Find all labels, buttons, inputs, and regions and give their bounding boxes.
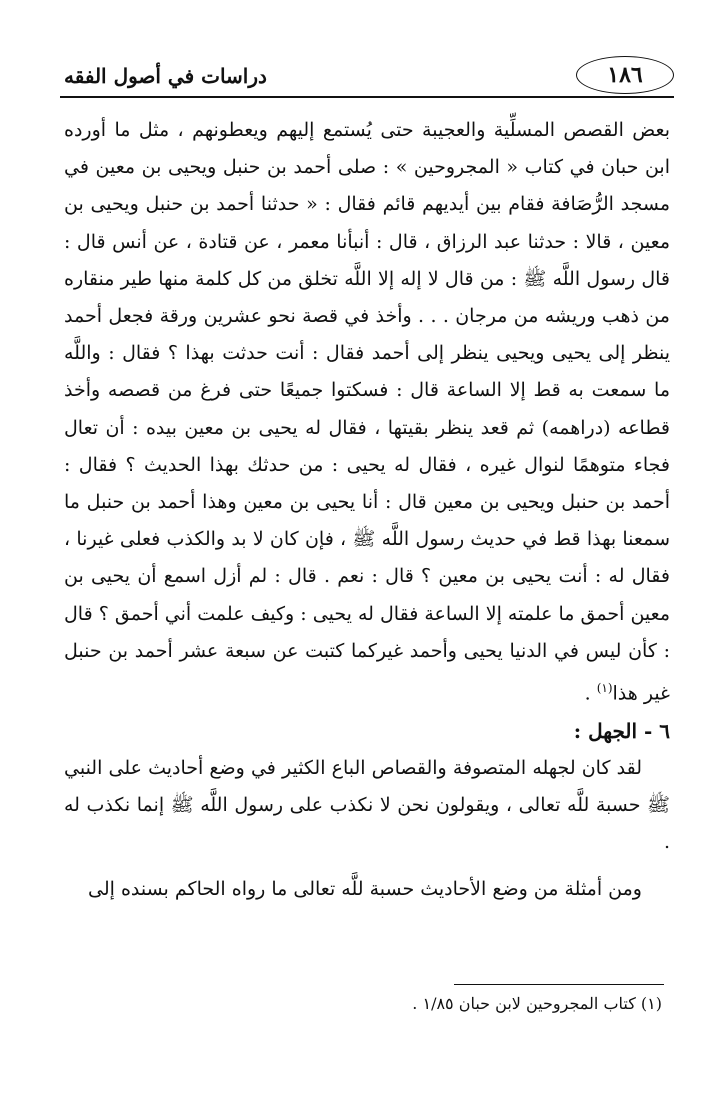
page-number: ١٨٦	[607, 62, 643, 88]
header-rule	[60, 96, 674, 98]
body-text	[64, 112, 670, 909]
paragraph-1-text: بعض القصص المسلِّية والعجيبة حتى يُستمع إليهم ويعطونهم ، مثل ما أورده ابن حبان في كتاب « المجروحين » : صلى أحمد بن حنبل ويحيى بن معين في مسجد الرُّصَافة فقام بين أيديهم قائم فقال : « حدثنا أحمد بن حنبل ويحيى بن معين ، قالا : حدثنا عبد الرزاق ، قال : أنبأنا معمر ، عن قتادة ، عن أنس قال : قال رسول اللَّه ﷺ : من قال لا إله إلا اللَّه تخلق من كل كلمة منها طير منقاره من ذهب وريشه من مرجان . . . وأخذ في قصة نحو عشرين ورقة فجعل أحمد ينظر إلى يحيى ويحيى ينظر إلى أحمد فقال : أنت حدثت بهذا ؟ فقال : واللَّه ما سمعت به قط إلا الساعة قال : فسكتوا جميعًا حتى فرغ من قصصه وأخذ قطاعه (دراهمه) ثم قعد ينظر بقيتها ، فقال له يحيى بن معين بيده : أن تعال فجاء متوهمًا لنوال غيره ، فقال له يحيى : من حدثك بهذا الحديث ؟ فقال : أحمد بن حنبل ويحيى بن معين قال : أنا يحيى بن معين وهذا أحمد بن حنبل ما سمعنا بهذا قط في حديث رسول اللَّه ﷺ ، فإن كان لا بد والكذب فعلى غيرنا ، فقال له : أنت يحيى بن معين ؟ قال : نعم . قال : لم أزل اسمع أن يحيى بن معين أحمق ما علمته إلا الساعة فقال له يحيى : وكيف علمت أني أحمق ؟ قال : كأن ليس في الدنيا يحيى وأحمد غيركما كتبت عن سبعة عشر أحمد بن حنبل غير هذا	[64, 119, 670, 705]
footnote: (١) كتاب المجروحين لابن حبان ١/٨٥ .	[412, 994, 662, 1013]
footnote-reference[interactable]: (١)	[596, 681, 613, 696]
page-header	[60, 52, 674, 102]
running-title: دراسات في أصول الفقه	[64, 64, 267, 88]
paragraph-2: لقد كان لجهله المتصوفة والقصاص الباع الكثير في وضع أحاديث على النبي ﷺ حسبة للَّه تعالى ، ويقولون نحن لا نكذب على رسول اللَّه ﷺ إنما نكذب له .	[64, 756, 670, 854]
footnote-rule	[454, 984, 664, 985]
paragraph-3: ومن أمثلة من وضع الأحاديث حسبة للَّه تعالى ما رواه الحاكم بسنده إلى	[88, 878, 642, 901]
page-number-badge	[576, 56, 674, 94]
section-heading: ٦ - الجهل :	[573, 718, 670, 743]
paragraph-1-end: .	[584, 682, 597, 705]
paragraph-1	[64, 112, 670, 713]
